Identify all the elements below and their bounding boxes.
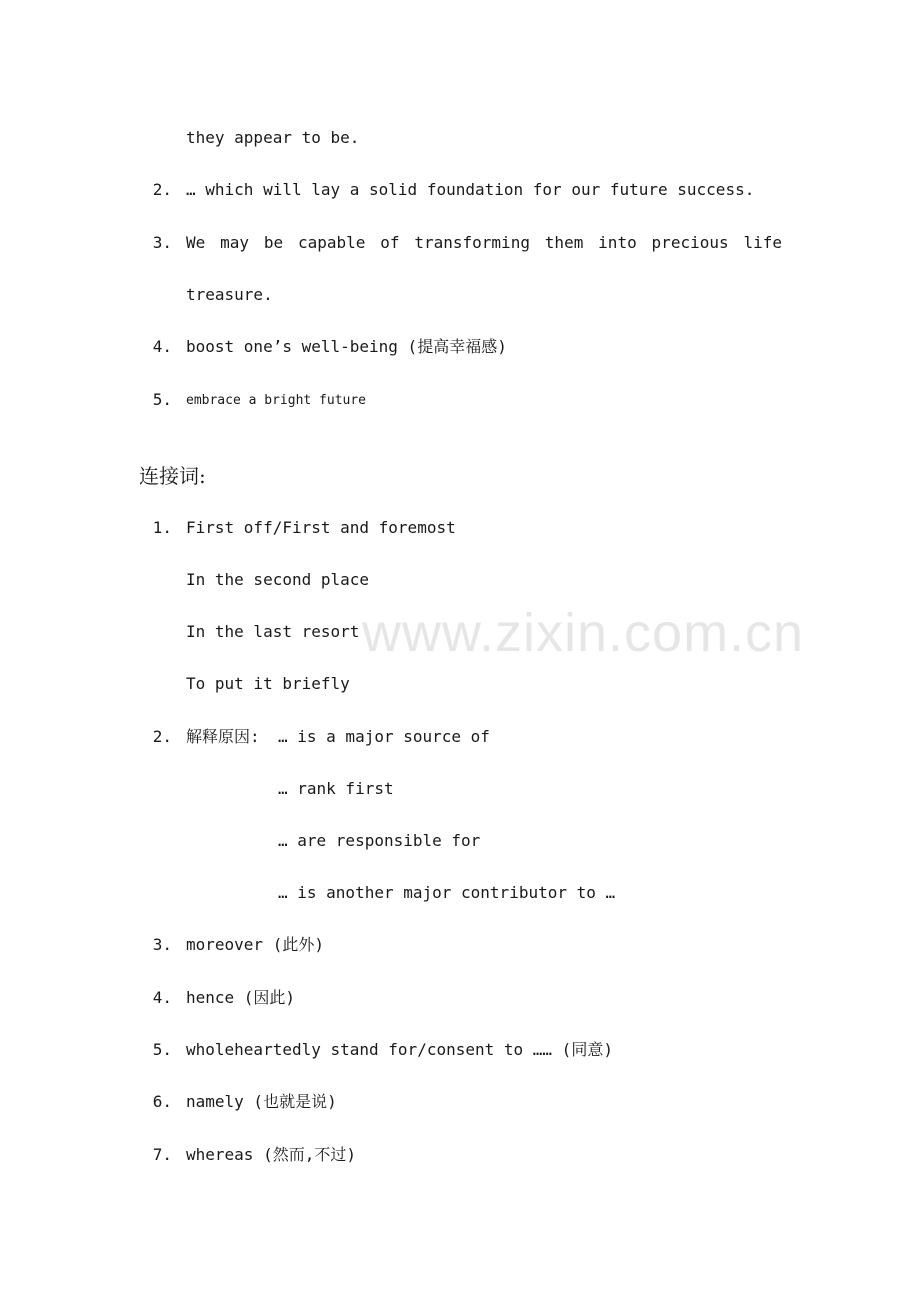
item-number: 2.: [152, 727, 172, 746]
subline-text: … are responsible for: [278, 831, 481, 850]
continuation-text: they appear to be.: [186, 128, 360, 147]
item-number: 5.: [152, 1040, 172, 1059]
word: of: [380, 233, 400, 252]
item-text: boost one’s well-being (提高幸福感): [186, 337, 507, 356]
item-text: namely (也就是说): [186, 1092, 337, 1111]
item-text: wholeheartedly stand for/consent to …… (同意): [186, 1040, 613, 1059]
word: may: [220, 233, 250, 252]
word: be: [263, 233, 284, 252]
item-number: 6.: [152, 1092, 172, 1111]
subline-text: In the second place: [186, 570, 370, 589]
item-text: First off/First and foremost: [186, 518, 456, 537]
watermark: www.zixin.com.cn: [362, 603, 805, 663]
item-text-justified: [186, 233, 782, 253]
item-number: 2.: [152, 180, 172, 199]
word: capable: [297, 233, 366, 252]
subline-text: … is another major contributor to …: [278, 883, 616, 902]
word: them: [544, 233, 584, 252]
word: precious: [651, 233, 729, 252]
word: transforming: [414, 233, 530, 252]
item-number: 1.: [152, 518, 172, 537]
item-text: … is a major source of: [278, 727, 490, 746]
item-number: 4.: [152, 337, 172, 356]
item-text: embrace a bright future: [186, 393, 367, 408]
item-text: treasure.: [186, 285, 273, 304]
section-heading: 连接词:: [139, 464, 206, 488]
word: We: [186, 233, 206, 252]
subline-text: In the last resort: [186, 622, 360, 641]
item-label: 解释原因:: [186, 727, 260, 746]
item-text: … which will lay a solid foundation for our future success.: [186, 180, 755, 199]
item-number: 3.: [152, 935, 172, 954]
item-number: 4.: [152, 988, 172, 1007]
item-text: hence (因此): [186, 988, 296, 1007]
item-text: whereas (然而,不过): [186, 1145, 356, 1164]
subline-text: To put it briefly: [186, 674, 350, 693]
subline-text: … rank first: [278, 779, 394, 798]
item-number: 5.: [152, 390, 172, 409]
item-text: moreover (此外): [186, 935, 324, 954]
item-number: 3.: [152, 233, 172, 252]
word: life: [743, 233, 782, 252]
item-number: 7.: [152, 1145, 172, 1164]
word: into: [598, 233, 637, 252]
